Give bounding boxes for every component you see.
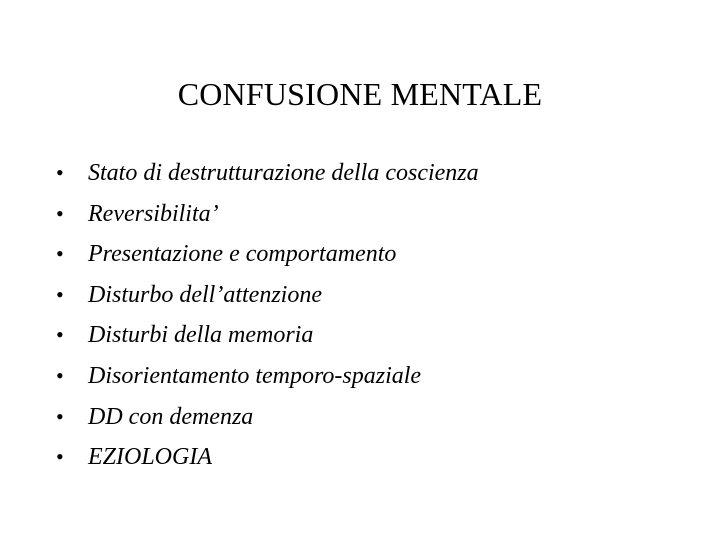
list-item	[56, 201, 479, 242]
bullet-text: Disturbi della memoria	[88, 322, 314, 349]
bullet-icon: •	[56, 160, 64, 185]
bullet-icon: •	[56, 403, 64, 429]
slide-title-text: CONFUSIONE MENTALE	[177, 76, 543, 112]
bullet-list	[56, 160, 479, 485]
bullet-text: DD con demenza	[88, 403, 254, 430]
bullet-text: Presentazione e comportamento	[88, 241, 397, 268]
bullet-icon: •	[56, 241, 64, 267]
bullet-icon: •	[56, 322, 64, 348]
list-item	[56, 404, 479, 445]
bullet-text: EZIOLOGIA	[88, 444, 212, 471]
list-item	[56, 444, 479, 485]
bullet-icon: •	[56, 281, 64, 307]
bullet-text: Disorientamento temporo-spaziale	[88, 362, 422, 389]
bullet-icon: •	[56, 200, 64, 226]
slide-title	[0, 74, 720, 114]
bullet-text: Reversibilita’	[88, 200, 219, 227]
bullet-text: Disturbo dell’attenzione	[88, 281, 322, 308]
list-item	[56, 282, 479, 323]
list-item	[56, 322, 479, 363]
bullet-icon: •	[56, 362, 64, 388]
bullet-icon: •	[56, 444, 64, 470]
bullet-text: Stato di destrutturazione della coscienza	[88, 160, 479, 186]
list-item	[56, 363, 479, 404]
list-item	[56, 160, 479, 201]
list-item	[56, 241, 479, 282]
